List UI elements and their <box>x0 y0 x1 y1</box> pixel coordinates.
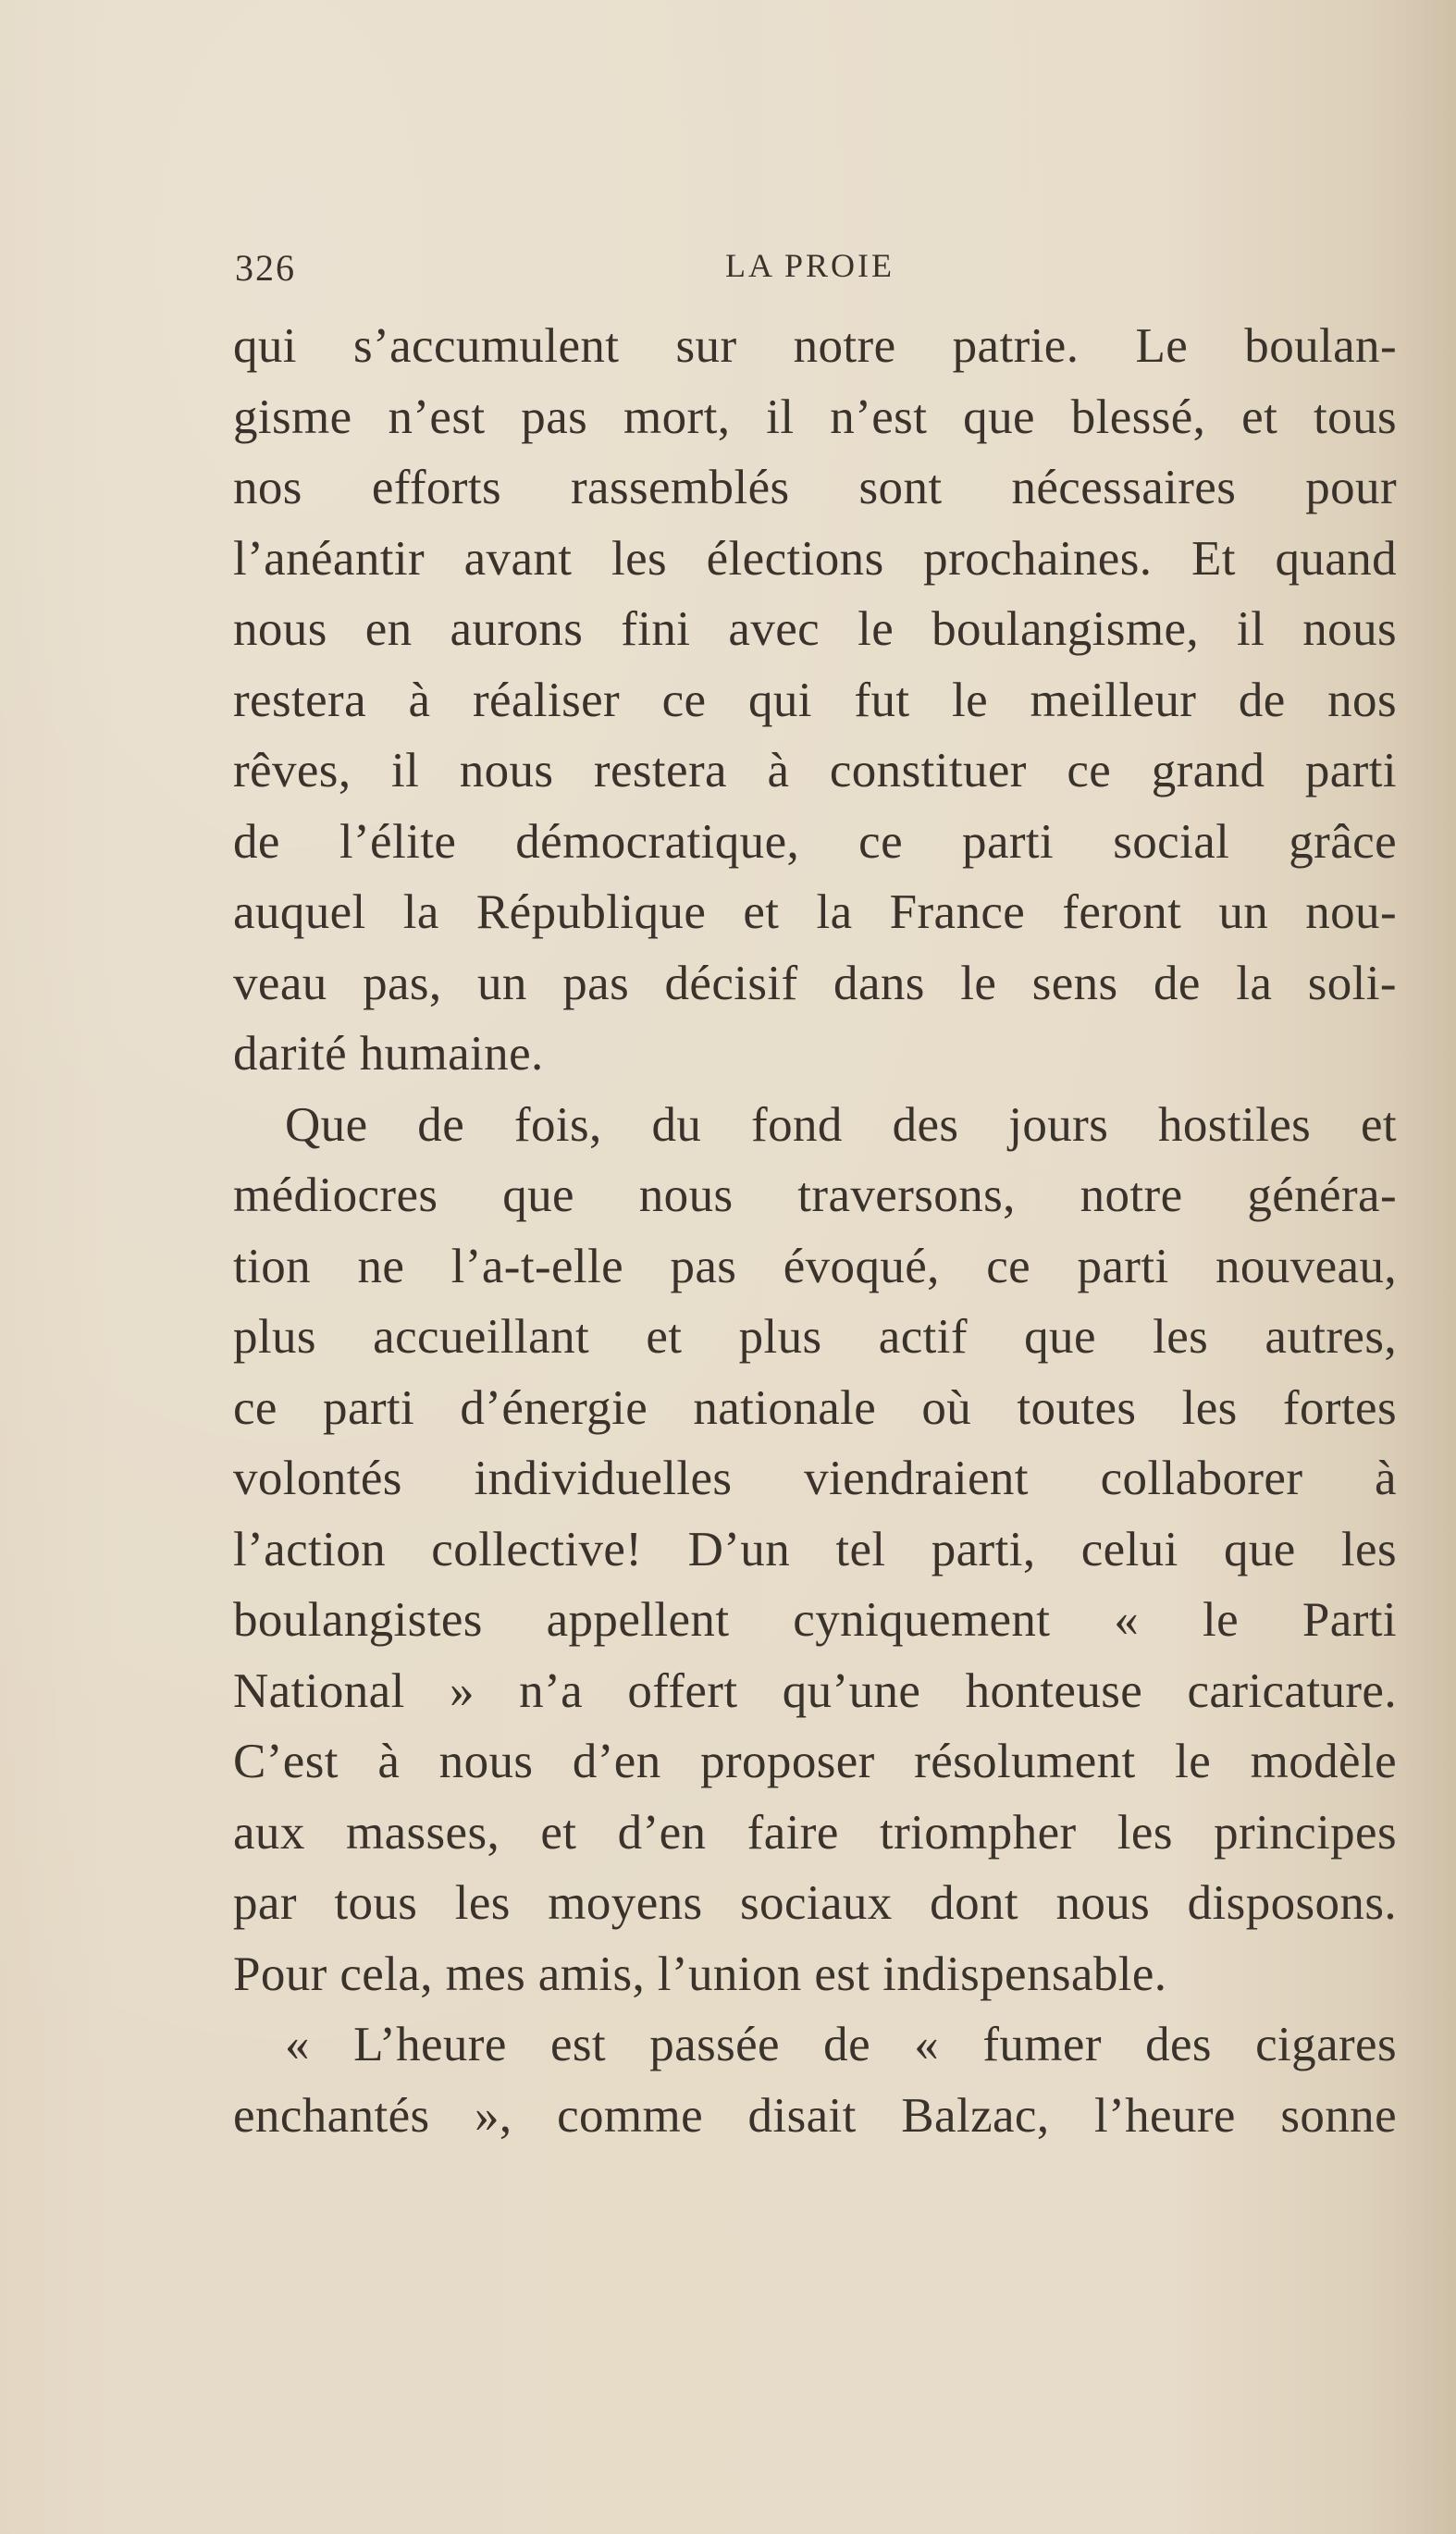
text-line: Pour cela, mes amis, l’union est indispensable. <box>233 1947 1167 2001</box>
text-line: plus accueillant et plus actif que les autres, <box>233 1310 1397 1364</box>
text-line: aux masses, et d’en faire triompher les principes <box>233 1805 1397 1860</box>
text-line: boulangistes appellent cyniquement « le Parti <box>233 1593 1397 1647</box>
body-text <box>233 311 1397 2151</box>
text-line: l’anéantir avant les élections prochaines. Et quand <box>233 531 1397 586</box>
text-line: auquel la République et la France feront un nou- <box>233 885 1397 939</box>
running-head <box>235 246 1391 302</box>
running-title: LA PROIE <box>725 247 895 284</box>
text-line: gisme n’est pas mort, il n’est que blessé, et tous <box>233 389 1397 444</box>
text-line: tion ne l’a-t-elle pas évoqué, ce parti nouveau, <box>233 1239 1397 1293</box>
text-line: médiocres que nous traversons, notre généra- <box>233 1168 1397 1222</box>
text-line: enchantés », comme disait Balzac, l’heure sonne <box>233 2088 1397 2143</box>
text-line: National » n’a offert qu’une honteuse caricature. <box>233 1663 1397 1718</box>
text-line: l’action collective! D’un tel parti, celui que les <box>233 1522 1397 1576</box>
text-line: de l’élite démocratique, ce parti social grâce <box>233 814 1397 869</box>
text-line: rêves, il nous restera à constituer ce grand parti <box>233 744 1397 797</box>
text-line: par tous les moyens sociaux dont nous disposons. <box>233 1876 1397 1930</box>
text-line: Que de fois, du fond des jours hostiles et <box>285 1097 1397 1152</box>
text-line: nos efforts rassemblés sont nécessaires pour <box>233 461 1397 514</box>
text-line: veau pas, un pas décisif dans le sens de la soli- <box>233 956 1397 1010</box>
text-line: volontés individuelles viendraient collaborer à <box>233 1452 1397 1505</box>
page-number: 326 <box>235 247 296 289</box>
text-line: darité humaine. <box>233 1027 544 1081</box>
text-line: nous en aurons fini avec le boulangisme, il nous <box>233 602 1397 656</box>
text-line: restera à réaliser ce qui fut le meilleur de nos <box>233 673 1397 727</box>
text-line: C’est à nous d’en proposer résolument le modèle <box>233 1735 1397 1788</box>
text-line: qui s’accumulent sur notre patrie. Le boulan- <box>233 319 1397 373</box>
text-line: ce parti d’énergie nationale où toutes les fortes <box>233 1380 1397 1435</box>
text-line: « L’heure est passée de « fumer des cigares <box>285 2018 1397 2071</box>
